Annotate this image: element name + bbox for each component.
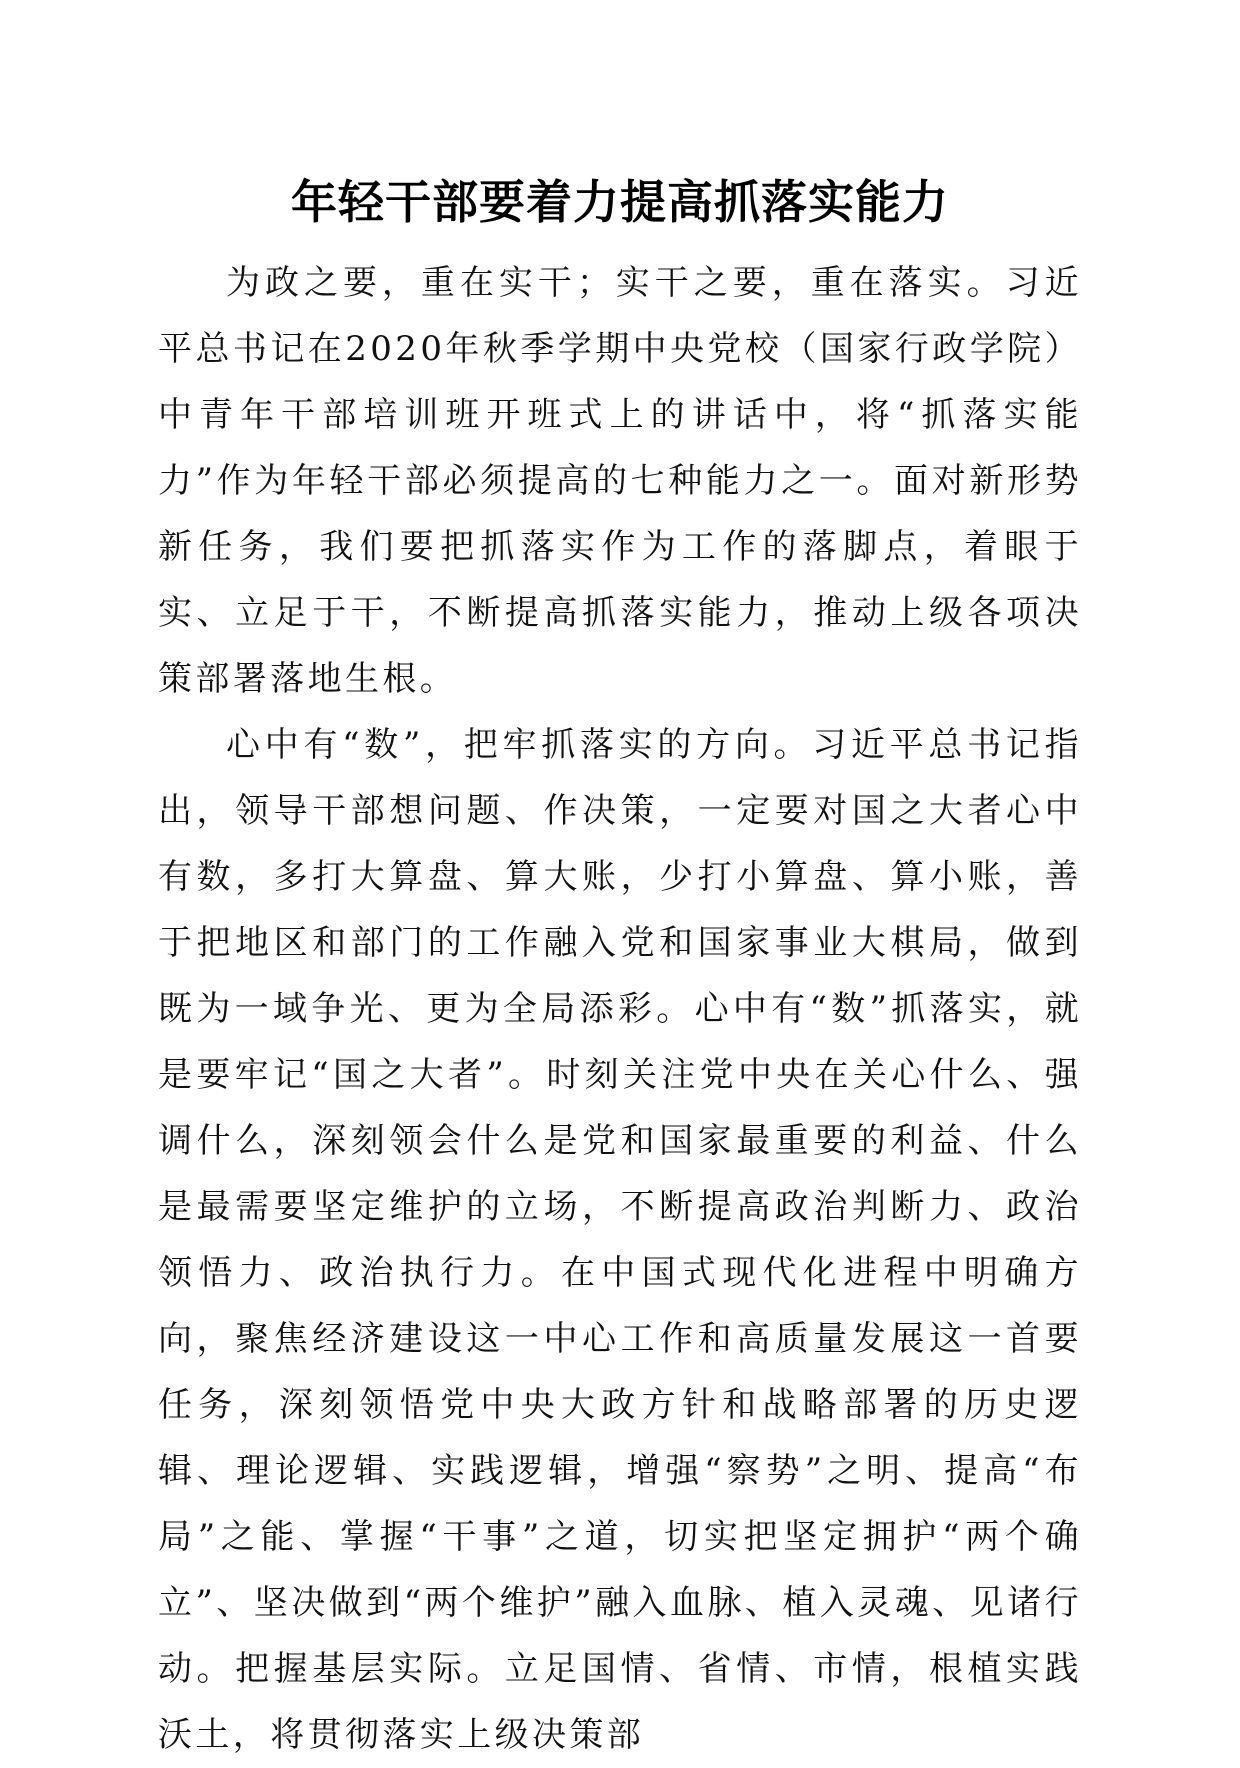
paragraph-direction: 心中有“数”，把牢抓落实的方向。习近平总书记指出，领导干部想问题、作决策，一定要对国之大者心中有数，多打大算盘、算大账，少打小算盘、算小账，善于把地区和部门的工作融入党和国家事业大棋局，做到既为一域争光、更为全局添彩。心中有“数”抓落实，就是要牢记“国之大者”。时刻关注党中央在关心什么、强调什么，深刻领会什么是党和国家最重要的利益、什么是最需要坚定维护的立场，不断提高政治判断力、政治领悟力、政治执行力。在中国式现代化进程中明确方向，聚焦经济建设这一中心工作和高质量发展这一首要任务，深刻领悟党中央大政方针和战略部署的历史逻辑、理论逻辑、实践逻辑，增强“察势”之明、提高“布局”之能、掌握“干事”之道，切实把坚定拥护“两个确立”、坚决做到“两个维护”融入血脉、植入灵魂、见诸行动。把握基层实际。立足国情、省情、市情，根植实践沃土，将贯彻落实上级决策部 <box>158 725 1082 1755</box>
article-body <box>158 250 1082 1768</box>
document-title: 年轻干部要着力提高抓落实能力 <box>291 175 949 229</box>
paragraph-intro: 为政之要，重在实干；实干之要，重在落实。习近平总书记在2020年秋季学期中央党校（国家行政学院）中青年干部培训班开班式上的讲话中，将“抓落实能力”作为年轻干部必须提高的七种能力之一。面对新形势新任务，我们要把抓落实作为工作的落脚点，着眼于实、立足于干，不断提高抓落实能力，推动上级各项决策部署落地生根。 <box>158 263 1082 699</box>
